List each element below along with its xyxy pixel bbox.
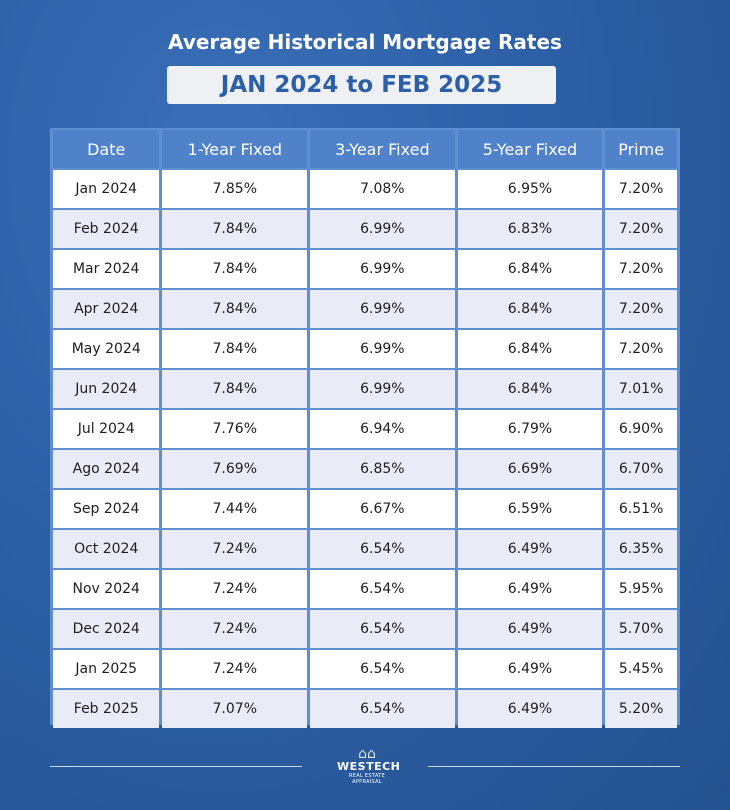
date-cell: Oct 2024 [53,530,159,568]
date-cell: Jan 2024 [53,170,159,208]
table-row [53,490,677,528]
date-cell: Jun 2024 [53,370,159,408]
page-title: Average Historical Mortgage Rates [168,30,562,54]
rate-cell: 6.70% [605,450,677,488]
rate-cell: 6.49% [458,690,603,728]
rate-cell: 5.20% [605,690,677,728]
table-row [53,170,677,208]
rate-cell: 6.84% [458,330,603,368]
table-row [53,610,677,648]
date-cell: Mar 2024 [53,250,159,288]
table-row [53,690,677,728]
rate-cell: 6.51% [605,490,677,528]
rate-cell: 7.84% [162,330,307,368]
rate-cell: 6.84% [458,250,603,288]
rate-cell: 6.90% [605,410,677,448]
table-row [53,650,677,688]
rate-cell: 6.95% [458,170,603,208]
rate-cell: 6.69% [458,450,603,488]
rate-cell: 7.20% [605,290,677,328]
rate-cell: 6.67% [310,490,455,528]
rates-table-container [50,128,680,725]
rate-cell: 6.54% [310,650,455,688]
rate-cell: 7.69% [162,450,307,488]
rate-cell: 6.54% [310,690,455,728]
table-row [53,370,677,408]
date-cell: Ago 2024 [53,450,159,488]
rate-cell: 6.99% [310,370,455,408]
column-header: 3-Year Fixed [310,130,455,168]
rate-cell: 7.20% [605,170,677,208]
rate-cell: 6.54% [310,610,455,648]
date-cell: Sep 2024 [53,490,159,528]
date-range-text: JAN 2024 to FEB 2025 [220,72,503,98]
table-row [53,450,677,488]
column-header: 1-Year Fixed [162,130,307,168]
logo-name: WESTECH [337,760,401,773]
rate-cell: 7.08% [310,170,455,208]
table-body [53,170,677,728]
rate-cell: 6.35% [605,530,677,568]
rate-cell: 6.84% [458,370,603,408]
rate-cell: 5.45% [605,650,677,688]
footer-divider-right [428,766,680,767]
date-cell: Jan 2025 [53,650,159,688]
rate-cell: 6.99% [310,250,455,288]
rate-cell: 7.24% [162,610,307,648]
column-header: 5-Year Fixed [458,130,603,168]
rate-cell: 6.99% [310,210,455,248]
date-cell: Apr 2024 [53,290,159,328]
rate-cell: 6.79% [458,410,603,448]
rate-cell: 7.84% [162,370,307,408]
company-logo [337,746,401,785]
rate-cell: 6.54% [310,570,455,608]
rate-cell: 6.99% [310,290,455,328]
rate-cell: 7.24% [162,530,307,568]
date-cell: May 2024 [53,330,159,368]
footer-divider-left [50,766,302,767]
table-row [53,290,677,328]
rate-cell: 7.07% [162,690,307,728]
rate-cell: 7.20% [605,250,677,288]
rate-cell: 6.49% [458,530,603,568]
table-row [53,410,677,448]
rate-cell: 7.20% [605,330,677,368]
date-range-banner [167,66,556,104]
table-header-row [53,130,677,168]
table-row [53,570,677,608]
date-cell: Feb 2025 [53,690,159,728]
rate-cell: 7.44% [162,490,307,528]
rate-cell: 7.84% [162,210,307,248]
rate-cell: 5.70% [605,610,677,648]
rate-cell: 7.24% [162,650,307,688]
date-cell: Jul 2024 [53,410,159,448]
date-cell: Feb 2024 [53,210,159,248]
rate-cell: 6.49% [458,570,603,608]
rate-cell: 7.01% [605,370,677,408]
rate-cell: 7.84% [162,250,307,288]
rate-cell: 6.85% [310,450,455,488]
table-row [53,250,677,288]
rate-cell: 6.49% [458,650,603,688]
rate-cell: 6.83% [458,210,603,248]
rate-cell: 6.84% [458,290,603,328]
rate-cell: 7.20% [605,210,677,248]
table-row [53,530,677,568]
column-header: Prime [605,130,677,168]
rate-cell: 7.24% [162,570,307,608]
table-row [53,330,677,368]
rate-cell: 7.76% [162,410,307,448]
logo-tagline: REAL ESTATE APPRAISAL [349,773,385,785]
rate-cell: 5.95% [605,570,677,608]
rate-cell: 6.49% [458,610,603,648]
rate-cell: 7.85% [162,170,307,208]
rate-cell: 6.94% [310,410,455,448]
date-cell: Dec 2024 [53,610,159,648]
rate-cell: 6.54% [310,530,455,568]
date-cell: Nov 2024 [53,570,159,608]
house-icon: ⌂⌂ [358,746,376,762]
rate-cell: 6.59% [458,490,603,528]
rate-cell: 7.84% [162,290,307,328]
column-header: Date [53,130,159,168]
rates-table [50,128,680,730]
rate-cell: 6.99% [310,330,455,368]
table-row [53,210,677,248]
